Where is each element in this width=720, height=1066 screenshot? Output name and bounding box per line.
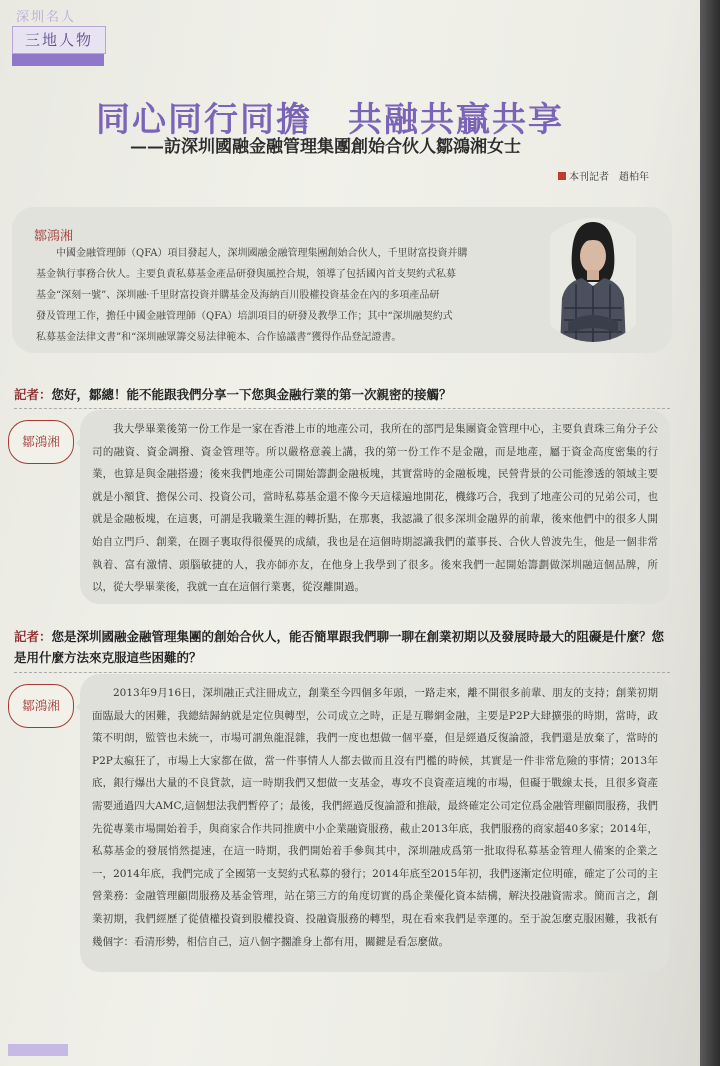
bio-line: 基金執行事務合伙人。主要負責私募基金產品研發與風控合規，領導了包括國內首支契約式私募 (36, 269, 456, 280)
bio-line: 中國金融管理師（QFA）項目發起人，深圳國融金融管理集團創始合伙人，千里財富投資并購 (56, 248, 468, 259)
page-edge (700, 0, 720, 1066)
section-label: 三地人物 (12, 26, 106, 54)
speaker-badge: 鄒鴻湘 (8, 420, 74, 464)
question-label: 記者： (14, 387, 52, 402)
divider (14, 672, 670, 673)
answer-text-2: 2013年9月16日，深圳融正式注冊成立，創業至今四個多年頭，一路走來，離不開很多前輩、朋友的支持；創業初期面臨最大的困難，我總結歸納就是定位與轉型，公司成立之時，正是互聯網金融，主要是P2P大肆擴張的時期，當時，政策不明朗，監管也未統一，市場可謂魚龍混雜，我們一度也想做一個平臺，但是經過反復論證，我們還是放棄了，當時的P2P太瘋狂了，市場上大家都在做，當一件事情人人都去做而且沒有門檻的時候，其實是一件非常危險的事情；2013年底，銀行爆出大量的不良貸款，這一時期我們又想做一支基金，專攻不良資產這塊的市場，但礙于戰線太長，且很多資產需要通過四大AMC,這個想法我們暫停了；最後，我們經過反復論證和推敲，最終確定公司定位爲金融管理顧問服務，我們先從專業市場開始着手，與商家合作共同推廣中小企業融資服務，截止2013年底，我們服務的商家超40多家；2014年，私募基金的發展悄然提速，在這一時期，我們開始着手參與其中，深圳融成爲第一批取得私募基金管理人備案的企業之一，2014年底，我們完成了全國第一支契約式私募的發行；2014年底至2015年初，我們逐漸定位明確，確定了公司的主營業務：金融管理顧問服務及基金管理，站在第三方的角度切實的爲企業優化資本結構，解決投融資需求。簡而言之，創業初期，我們經歷了從債權投資到股權投資、投融資服務的轉型，現在看來我們是幸運的。至于說怎麼克服困難，我祇有幾個字：看清形勢，相信自己，這八個字擱誰身上都有用，關鍵是看怎麼做。 (92, 687, 658, 948)
answer-text-1: 我大學畢業後第一份工作是一家在香港上市的地產公司，我所在的部門是集團資金管理中心，主要負責珠三角分子公司的融資、資金調撥、資金管理等。所以嚴格意義上講，我的第一份工作不是金融，而是地產，屬于資金高度密集的行業，也算是與金融搭邊；後來我們地產公司開始籌劃金融板塊，其實當時的金融板塊，民營背景的公司能滲透的領域主要就是小額貸、擔保公司、投資公司，當時私募基金還不像今天這樣遍地開花，機緣巧合，我到了地產公司的兄弟公司，也就是金融板塊，在這裏，可謂是我職業生涯的轉折點，在那裏，我認識了很多深圳金融界的前輩，後來他們中的很多人開始自立門戶、創業，在圈子裏取得很優異的成績，我也是在這個時期認識我們的董事長、合伙人曾波先生，他是一個非常執着、富有激情、頭腦敏捷的人，我亦師亦友，在他身上我學到了很多。後來我們一起開始籌劃做深圳融這個品牌，所以，從大學畢業後，我就一直在這個行業裏，從沒離開過。 (92, 423, 658, 594)
portrait-photo (550, 212, 636, 348)
bio-line: 基金“深刻一號”、深圳融·千里財富投資并購基金及海納百川股權投資基金在內的多項產品研 (36, 290, 440, 301)
question-2 (14, 626, 674, 668)
masthead-top: 深圳名人 (16, 10, 77, 25)
bio-line: 私募基金法律文書”和“深圳融眾籌交易法律範本、合作協議書”獲得作品登記證書。 (36, 332, 402, 343)
bio-name: 鄒鴻湘 (34, 229, 74, 244)
masthead-strip (12, 54, 104, 66)
byline (558, 168, 688, 184)
masthead (8, 6, 108, 70)
byline-text: 本刊記者 趙柏年 (569, 172, 649, 183)
footer-page-tab (8, 1044, 68, 1056)
bio-line: 發及管理工作，擔任中國金融管理師（QFA）培訓項目的研發及教學工作；其中“深圳融契約式 (36, 311, 453, 322)
question-1 (14, 384, 674, 405)
question-text: 您是深圳國融金融管理集團的創始合伙人，能否簡單跟我們聊一聊在創業初期以及發展時最大的阻礙是什麼？您是用什麼方法來克服這些困難的？ (14, 629, 665, 665)
page-subtitle: ——訪深圳國融金融管理集團創始合伙人鄒鴻湘女士 (130, 137, 521, 157)
page-title: 同心同行同擔 共融共贏共享 (96, 100, 564, 140)
question-text: 您好，鄒總！能不能跟我們分享一下您與金融行業的第一次親密的接觸？ (51, 387, 452, 402)
divider (14, 408, 670, 409)
bio-text (36, 243, 512, 348)
byline-marker (558, 172, 566, 180)
question-label: 記者： (14, 629, 52, 644)
speaker-badge: 鄒鴻湘 (8, 684, 74, 728)
